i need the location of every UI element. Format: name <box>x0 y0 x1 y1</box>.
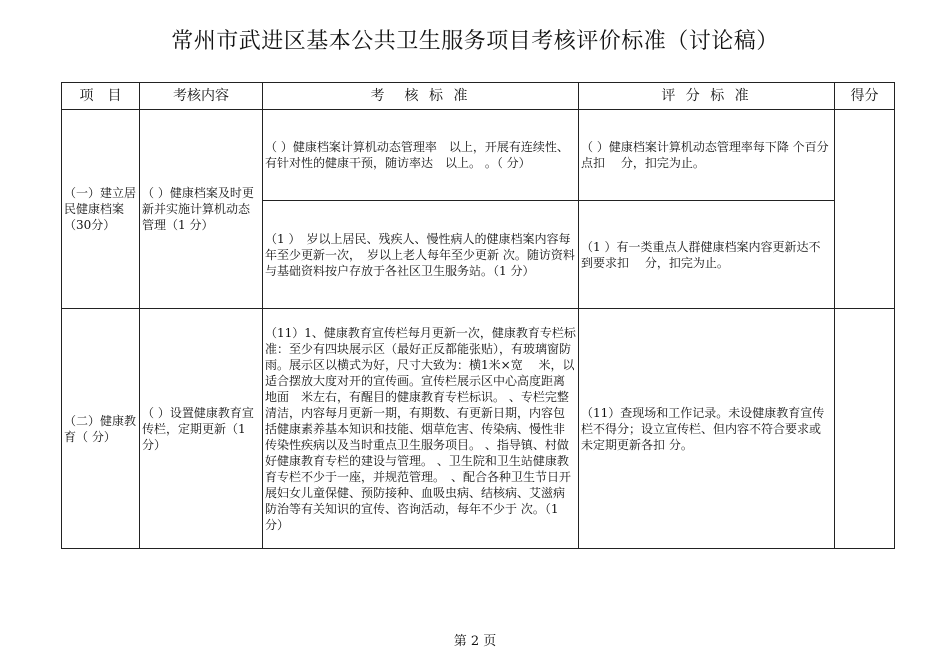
section1-standard-1: （ ）健康档案计算机动态管理率 以上，开展有连续性、有针对性的健康干预，随访率达 以上。 。（ 分） <box>263 110 579 201</box>
header-evaluation: 评 分 标 准 <box>579 83 835 110</box>
header-content: 考核内容 <box>140 83 263 110</box>
section1-score <box>835 110 895 309</box>
section1-standard-2: （1 ） 岁以上居民、残疾人、慢性病人的健康档案内容每年至少更新一次， 岁以上老人每年至少更新 次。随访资料与基础资料按户存放于各社区卫生服务站。（1 分） <box>263 201 579 309</box>
header-standard: 考 核 标 准 <box>263 83 579 110</box>
section1-content: （ ）健康档案及时更新并实施计算机动态管理（1 分） <box>140 110 263 309</box>
section1-item: （一）建立居民健康档案（30分） <box>62 110 140 309</box>
table-row <box>62 110 895 201</box>
section1-evaluation-2: （1 ）有一类重点人群健康档案内容更新达不到要求扣 分，扣完为止。 <box>579 201 835 309</box>
section2-item: （二）健康教育（ 分） <box>62 309 140 549</box>
evaluation-table <box>61 82 895 549</box>
table-header-row <box>62 83 895 110</box>
section2-content: （ ）设置健康教育宣传栏，定期更新（1 分） <box>140 309 263 549</box>
section2-standard: （11）1、健康教育宣传栏每月更新一次，健康教育专栏标准：至少有四块展示区（最好正反都能张贴），有玻璃窗防雨。展示区以横式为好，尺寸大致为：横1米×宽 米，以适合摆放大度对开的宣传画。宣传栏展示区中心高度距离地面 米左右，有醒目的健康教育专栏标识。 、专栏完整清洁，内容每月更新一期，有期数、有更新日期，内容包括健康素养基本知识和技能、烟草危害、传染病、慢性非传染性疾病以及当时重点卫生服务项目。 、指导镇、村做好健康教育专栏的建设与管理。 、卫生院和卫生站健康教育专栏不少于一座，并规范管理。 、配合各种卫生节日开展妇女儿童保健、预防接种、血吸虫病、结核病、艾滋病防治等有关知识的宣传、咨询活动，每年不少于 次。（1 分） <box>263 309 579 549</box>
page-number: 第 2 页 <box>453 634 497 649</box>
section1-evaluation-1: （ ）健康档案计算机动态管理率每下降 个百分点扣 分，扣完为止。 <box>579 110 835 201</box>
section2-evaluation: （11）查现场和工作记录。未设健康教育宣传栏不得分；设立宣传栏、但内容不符合要求或未定期更新各扣 分。 <box>579 309 835 549</box>
table-row <box>62 309 895 549</box>
header-item: 项 目 <box>62 83 140 110</box>
header-score: 得分 <box>835 83 895 110</box>
document-title: 常州市武进区基本公共卫生服务项目考核评价标准（讨论稿） <box>171 29 779 54</box>
section2-score <box>835 309 895 549</box>
